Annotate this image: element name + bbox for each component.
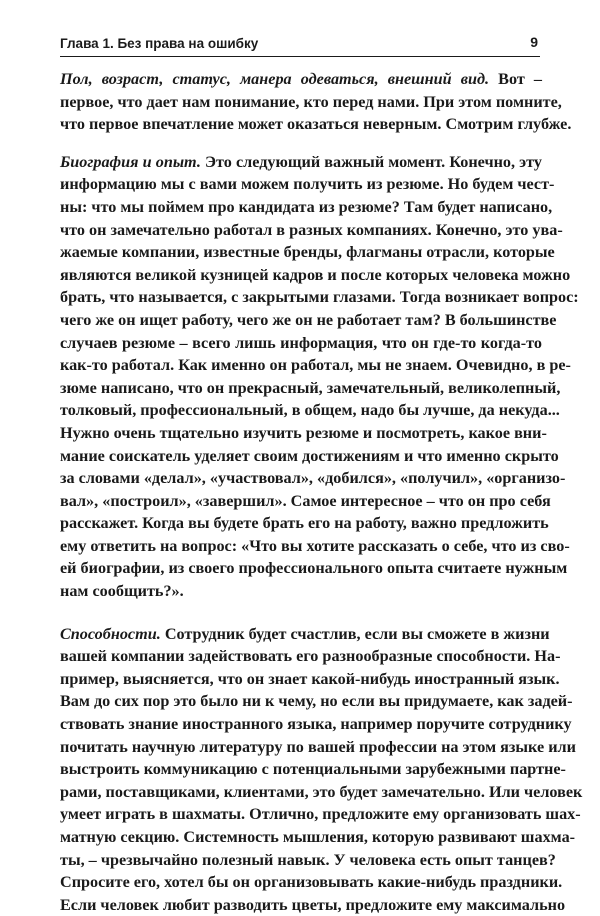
text-line: Пол, возраст, статус, манера одеваться, внешний вид. Вот – (60, 70, 542, 88)
text-line: почитать научную литературу по вашей профессии на этом языке или (60, 737, 576, 756)
text-line: жаемые компании, известные бренды, флагманы отрасли, которые (60, 243, 555, 262)
text-line: случаев резюме – всего лишь информация, что он где-то когда-то (60, 333, 542, 352)
text-line: вал», «построил», «завершил». Самое интересное – что он про себя (60, 491, 551, 510)
text-line: зюме написано, что он прекрасный, замечательный, великолепный, (60, 378, 561, 397)
paragraph-appearance (60, 68, 572, 136)
text-line: матную секцию. Системность мышления, которую развивают шахма- (60, 828, 576, 846)
text-line: первое, что дает нам понимание, кто перед нами. При этом помните, (60, 92, 562, 111)
page-body (60, 68, 583, 916)
text-line: рами, поставщиками, клиентами, это будет замечательно. Или человек (60, 782, 583, 801)
text-line: что он замечательно работал в разных компаниях. Конечно, это ува- (60, 220, 563, 239)
text-line: толковый, профессиональный, в общем, надо бы лучше, да некуда... (60, 401, 560, 420)
text-line: умеет играть в шахматы. Отлично, предложите ему организовать шах- (60, 805, 581, 824)
paragraph-abilities (60, 623, 583, 916)
chapter-title: Глава 1. Без права на ошибку (60, 36, 259, 51)
text-line: расскажет. Когда вы будете брать его на работу, важно предложить (60, 514, 549, 533)
page-number: 9 (530, 34, 538, 50)
text-line: нам сообщить?». (60, 582, 184, 601)
paragraph-lead: Биография и опыт. (60, 152, 201, 171)
text-line: вашей компании задействовать его разнообразные способности. На- (60, 647, 561, 666)
text-line: ей биографии, из своего профессионального опыта считаете нужным (60, 559, 568, 578)
paragraph-biography (60, 151, 579, 603)
text-line: являются великой кузницей кадров и после которых человека можно (60, 265, 571, 284)
text-line: ны: что мы поймем про кандидата из резюме? Там будет написано, (60, 197, 553, 216)
text-line: что первое впечатление может оказаться неверным. Смотрим глубже. (60, 115, 572, 134)
text-line: Биография и опыт. Это следующий важный момент. Конечно, эту (60, 152, 542, 171)
text-line: Если человек любит разводить цветы, предложите ему максимально (60, 895, 566, 914)
text-line: ему ответить на вопрос: «Что вы хотите рассказать о себе, что из сво- (60, 536, 570, 555)
text-line: брать, что называется, с закрытыми глазами. Тогда возникает вопрос: (60, 288, 579, 307)
text-line: ствовать знание иностранного языка, например поручите сотруднику (60, 715, 572, 734)
running-header (60, 28, 540, 57)
text-line: ты, – чрезвычайно полезный навык. У человека есть опыт танцев? (60, 850, 556, 869)
text-line: пример, выясняется, что он знает какой-нибудь иностранный язык. (60, 669, 560, 688)
paragraph-lead: Пол, возраст, статус, манера одеваться, внешний вид. (60, 70, 490, 88)
text-line: Вам до сих пор это было ни к чему, но если вы придумаете, как задей- (60, 692, 573, 711)
text-line: информацию мы с вами можем получить из резюме. Но будем чест- (60, 175, 555, 194)
text-line: Спросите его, хотел бы он организовывать какие-нибудь праздники. (60, 873, 563, 892)
text-line: за словами «делал», «участвовал», «добился», «получил», «организо- (60, 469, 566, 488)
paragraph-lead: Способности. (60, 624, 161, 643)
text-line: мание соискатель уделяет своим достижениям и что именно скрыто (60, 446, 559, 465)
text-line: чего же он ищет работу, чего же он не работает там? В большинстве (60, 310, 557, 329)
text-line: Нужно очень тщательно изучить резюме и посмотреть, какое вни- (60, 423, 547, 442)
text-line: как-то работал. Как именно он работал, мы не знаем. Очевидно, в ре- (60, 356, 571, 375)
text-line: Способности. Сотрудник будет счастлив, если вы сможете в жизни (60, 624, 550, 643)
text-line: выстроить коммуникацию с потенциальными зарубежными партне- (60, 760, 566, 779)
